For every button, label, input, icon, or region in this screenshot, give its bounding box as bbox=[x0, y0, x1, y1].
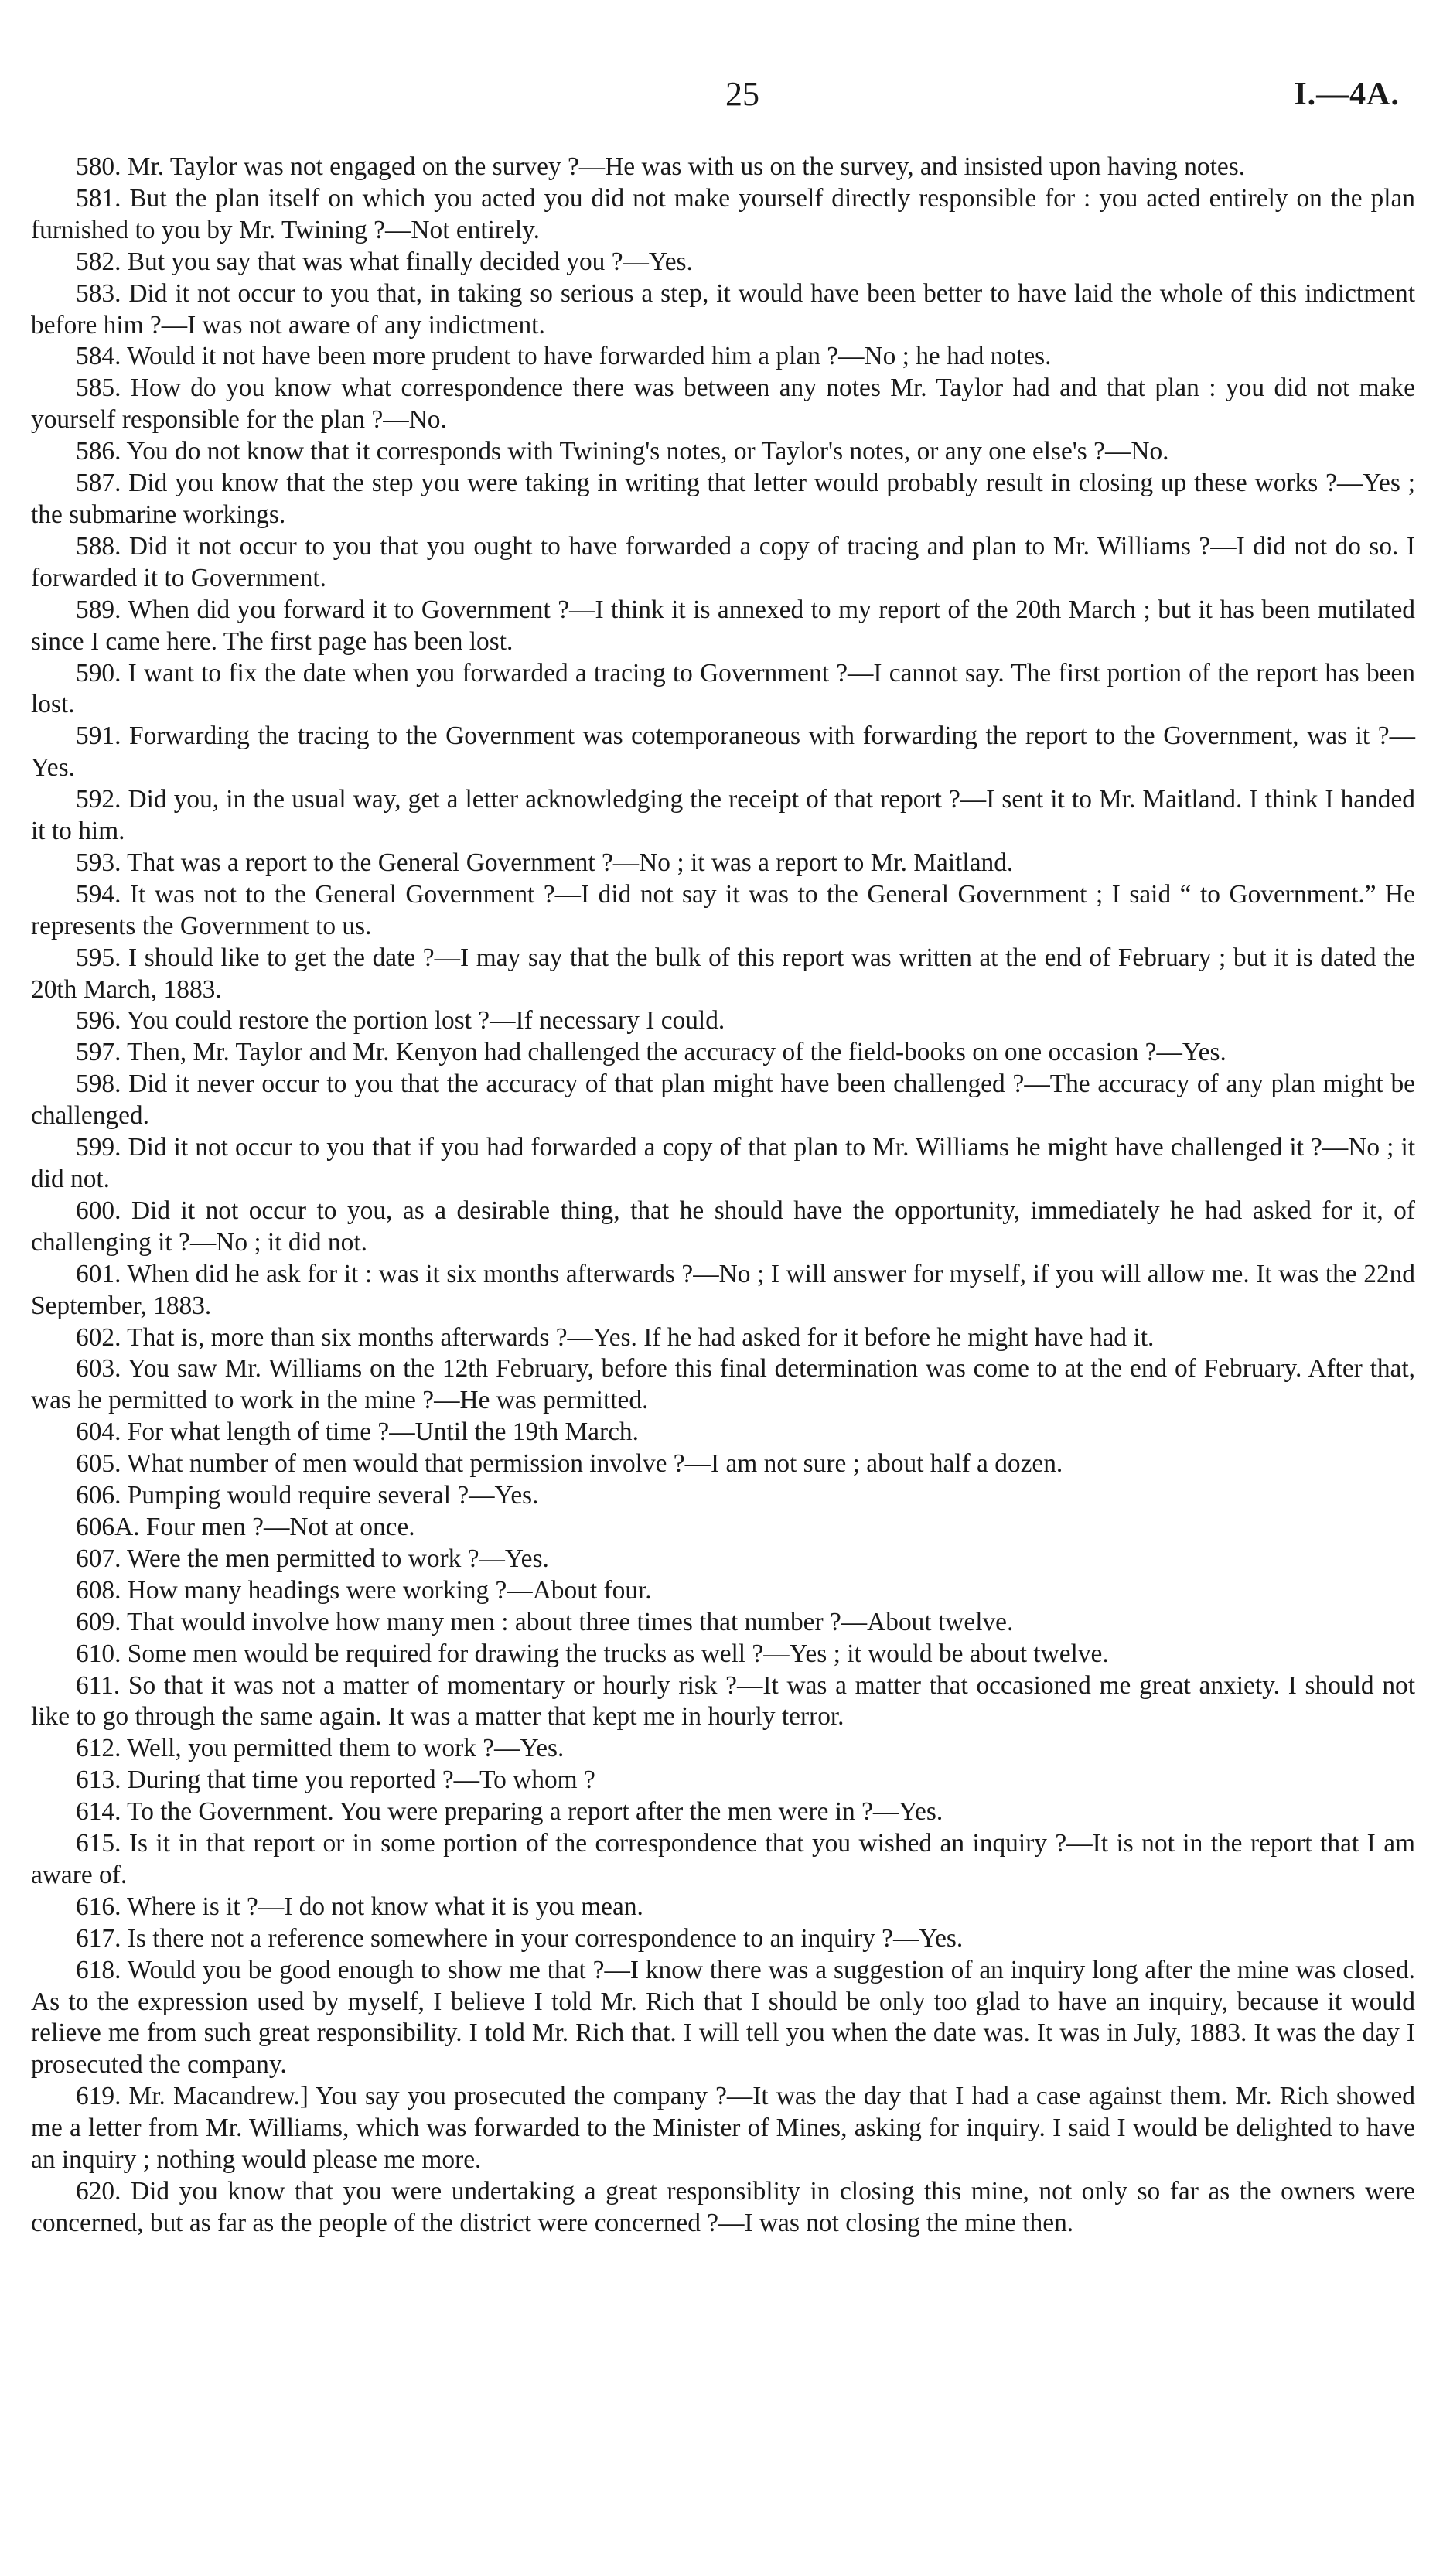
question-answer-paragraph: 599. Did it not occur to you that if you had forwarded a copy of that plan to Mr. Williams he might have challenged it ?—No ; it did not. bbox=[31, 1133, 1415, 1193]
question-answer-paragraph: 598. Did it never occur to you that the accuracy of that plan might have been challenged ?—The accuracy of any plan might be challenged. bbox=[31, 1070, 1415, 1131]
question-answer-paragraph: 611. So that it was not a matter of momentary or hourly risk ?—It was a matter that occasioned me great anxiety. I should not like to go through the same again. It was a matter that kept me in hourly terror. bbox=[31, 1670, 1415, 1732]
question-answer-paragraph: 602. That is, more than six months afterwards ?—Yes. If he had asked for it before he might have had it. bbox=[76, 1322, 1155, 1352]
question-answer-paragraph: 607. Were the men permitted to work ?—Yes. bbox=[76, 1544, 549, 1573]
paper-reference: I.—4A. bbox=[1294, 77, 1400, 112]
page-header bbox=[0, 71, 1443, 118]
page-number: 25 bbox=[725, 75, 759, 113]
question-answer-paragraph: 601. When did he ask for it : was it six months afterwards ?—No ; I will answer for myself, if you will allow me. It was the 22nd September, 1883. bbox=[31, 1259, 1415, 1320]
question-answer-paragraph: 603. You saw Mr. Williams on the 12th February, before this final determination was come to at the end of February. After that, was he permitted to work in the mine ?—He was permitted. bbox=[31, 1354, 1415, 1415]
question-answer-paragraph: 581. But the plan itself on which you acted you did not make yourself directly responsible for : you acted entirely on the plan furnished to you by Mr. Twining ?—Not entirely. bbox=[31, 183, 1415, 244]
question-answer-paragraph: 587. Did you know that the step you were taking in writing that letter would probably result in closing up these works ?—Yes ; the submarine workings. bbox=[31, 469, 1415, 529]
question-answer-paragraph: 584. Would it not have been more prudent to have forwarded him a plan ?—No ; he had notes. bbox=[76, 342, 1052, 371]
question-answer-paragraph: 610. Some men would be required for drawing the trucks as well ?—Yes ; it would be about twelve. bbox=[76, 1639, 1109, 1668]
question-answer-paragraph: 591. Forwarding the tracing to the Government was cotemporaneous with forwarding the report to the Government, was it ?—Yes. bbox=[31, 722, 1415, 783]
question-answer-paragraph: 620. Did you know that you were undertaking a great responsiblity in closing this mine, not only so far as the owners were concerned, but as far as the people of the district were concerned ?—I was not closing the mine then. bbox=[31, 2177, 1415, 2237]
question-answer-paragraph: 586. You do not know that it corresponds with Twining's notes, or Taylor's notes, or any one else's ?—No. bbox=[76, 437, 1169, 466]
question-answer-paragraph: 612. Well, you permitted them to work ?—Yes. bbox=[76, 1734, 565, 1763]
question-answer-paragraph: 589. When did you forward it to Government ?—I think it is annexed to my report of the 20th March ; but it has been mutilated since I came here. The first page has been lost. bbox=[31, 595, 1415, 656]
question-answer-paragraph: 616. Where is it ?—I do not know what it is you mean. bbox=[76, 1892, 643, 1921]
question-answer-paragraph: 580. Mr. Taylor was not engaged on the survey ?—He was with us on the survey, and insisted upon having notes. bbox=[76, 152, 1246, 181]
question-answer-paragraph: 594. It was not to the General Government ?—I did not say it was to the General Government ; I said “ to Government.” He represents the Government to us. bbox=[31, 879, 1415, 940]
question-answer-paragraph: 593. That was a report to the General Government ?—No ; it was a report to Mr. Maitland. bbox=[76, 848, 1014, 877]
question-answer-paragraph: 615. Is it in that report or in some portion of the correspondence that you wished an inquiry ?—It is not in the report that I am aware of. bbox=[31, 1829, 1415, 1889]
question-answer-paragraph: 613. During that time you reported ?—To whom ? bbox=[76, 1766, 595, 1795]
question-answer-paragraph: 609. That would involve how many men : about three times that number ?—About twelve. bbox=[76, 1607, 1014, 1636]
question-answer-paragraph: 619. Mr. Macandrew.] You say you prosecuted the company ?—It was the day that I had a case against them. Mr. Rich showed me a letter from Mr. Williams, which was forwarded to the Minister of Mines, asking for inquiry. I said I would be delighted to have an inquiry ; nothing would please me more. bbox=[31, 2082, 1415, 2175]
question-answer-paragraph: 600. Did it not occur to you, as a desirable thing, that he should have the opportunity, immediately he had asked for it, of challenging it ?—No ; it did not. bbox=[31, 1196, 1415, 1257]
question-answer-paragraph: 618. Would you be good enough to show me that ?—I know there was a suggestion of an inquiry long after the mine was closed. As to the expression used by myself, I believe I told Mr. Rich that I should be only too glad to have an inquiry, because it would relieve me from such great responsibility. I told Mr. Rich that. I will tell you when the date was. It was in July, 1883. It was the day I prosecuted the company. bbox=[31, 1955, 1415, 2080]
evidence-transcript bbox=[31, 152, 1415, 2240]
question-answer-paragraph: 595. I should like to get the date ?—I may say that the bulk of this report was written at the end of February ; but it is dated the 20th March, 1883. bbox=[31, 943, 1415, 1004]
question-answer-paragraph: 606A. Four men ?—Not at once. bbox=[76, 1512, 415, 1541]
question-answer-paragraph: 588. Did it not occur to you that you ought to have forwarded a copy of tracing and plan to Mr. Williams ?—I did not do so. I forwarded it to Government. bbox=[31, 531, 1415, 592]
question-answer-paragraph: 617. Is there not a reference somewhere in your correspondence to an inquiry ?—Yes. bbox=[76, 1923, 964, 1953]
question-answer-paragraph: 614. To the Government. You were preparing a report after the men were in ?—Yes. bbox=[76, 1797, 943, 1827]
question-answer-paragraph: 583. Did it not occur to you that, in taking so serious a step, it would have been better to have laid the whole of this indictment before him ?—I was not aware of any indictment. bbox=[31, 278, 1415, 339]
question-answer-paragraph: 605. What number of men would that permission involve ?—I am not sure ; about half a dozen. bbox=[76, 1449, 1063, 1479]
question-answer-paragraph: 608. How many headings were working ?—About four. bbox=[76, 1575, 652, 1605]
question-answer-paragraph: 582. But you say that was what finally decided you ?—Yes. bbox=[76, 247, 693, 276]
question-answer-paragraph: 590. I want to fix the date when you forwarded a tracing to Government ?—I cannot say. The first portion of the report has been lost. bbox=[31, 658, 1415, 719]
question-answer-paragraph: 606. Pumping would require several ?—Yes. bbox=[76, 1481, 539, 1510]
question-answer-paragraph: 596. You could restore the portion lost ?—If necessary I could. bbox=[76, 1006, 725, 1036]
question-answer-paragraph: 585. How do you know what correspondence there was between any notes Mr. Taylor had and that plan : you did not make yourself responsible for the plan ?—No. bbox=[31, 374, 1415, 435]
question-answer-paragraph: 597. Then, Mr. Taylor and Mr. Kenyon had challenged the accuracy of the field-books on one occasion ?—Yes. bbox=[76, 1038, 1226, 1067]
question-answer-paragraph: 604. For what length of time ?—Until the 19th March. bbox=[76, 1418, 639, 1447]
question-answer-paragraph: 592. Did you, in the usual way, get a letter acknowledging the receipt of that report ?—I sent it to Mr. Maitland. I think I handed it to him. bbox=[31, 785, 1415, 846]
